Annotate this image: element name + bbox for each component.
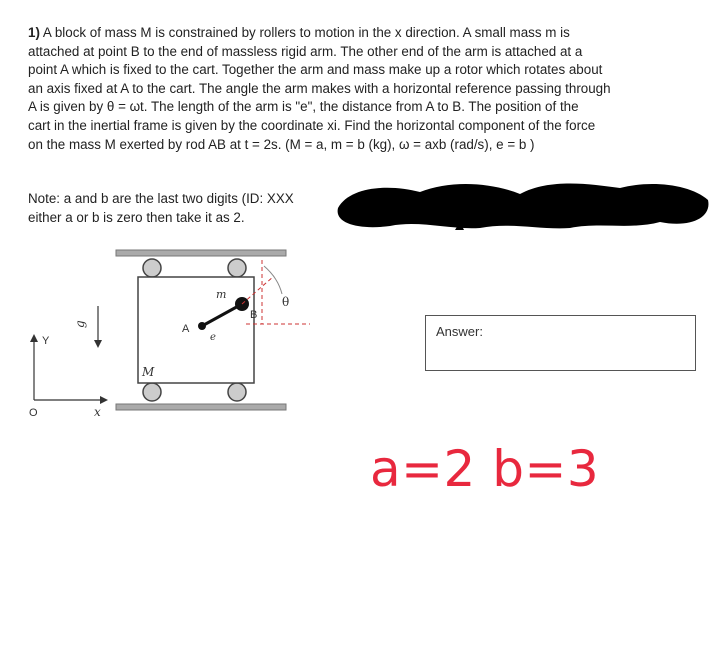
redaction-scribble: [330, 178, 712, 230]
label-theta: θ: [282, 295, 290, 309]
label-O: O: [29, 407, 38, 419]
note-line-2: either a or b is zero then take it as 2.: [28, 209, 245, 225]
pivot-A: [198, 322, 206, 330]
theta-arc: [264, 266, 282, 294]
label-M: M: [142, 365, 155, 379]
label-g: g: [73, 320, 87, 328]
roller-bottom-right: [228, 383, 246, 401]
cart-rotor-diagram: [20, 240, 320, 430]
cart-block: [138, 277, 254, 383]
problem-statement: [28, 24, 700, 154]
label-Y: Y: [42, 335, 50, 347]
label-e: e: [210, 332, 216, 343]
bottom-rail: [116, 404, 286, 410]
roller-top-right: [228, 259, 246, 277]
roller-bottom-left: [143, 383, 161, 401]
problem-line-3: point A which is fixed to the cart. Together the arm and mass make up a rotor which rotates about: [28, 62, 603, 78]
problem-line-1: 1) A block of mass M is constrained by rollers to motion in the x direction. A small mass m is: [28, 25, 570, 40]
problem-line-6: cart in the inertial frame is given by the coordinate xi. Find the horizontal component of the force: [28, 117, 596, 133]
problem-line-4: an axis fixed at A to the cart. The angle the arm makes with a horizontal reference passing through: [28, 80, 611, 96]
problem-line-7: on the mass M exerted by rod AB at t = 2s. (M = a, m = b (kg), ω = axb (rad/s), e = b ): [28, 136, 535, 152]
problem-number: 1): [28, 25, 40, 40]
handwritten-values: a=2 b=3: [370, 440, 600, 498]
label-x: x: [94, 405, 101, 419]
note: [28, 190, 294, 227]
answer-label: Answer:: [436, 324, 483, 339]
top-rail: [116, 250, 286, 256]
answer-box[interactable]: [425, 315, 696, 371]
label-m: m: [216, 288, 227, 301]
problem-line-2: attached at point B to the end of massless rigid arm. The other end of the arm is attached at a: [28, 43, 583, 59]
problem-line-5: A is given by θ = ωt. The length of the arm is "e", the distance from A to B. The position of the: [28, 99, 579, 115]
label-B: B: [250, 309, 258, 321]
note-line-1: Note: a and b are the last two digits (ID: XXX: [28, 191, 294, 206]
roller-top-left: [143, 259, 161, 277]
label-A: A: [182, 323, 190, 335]
